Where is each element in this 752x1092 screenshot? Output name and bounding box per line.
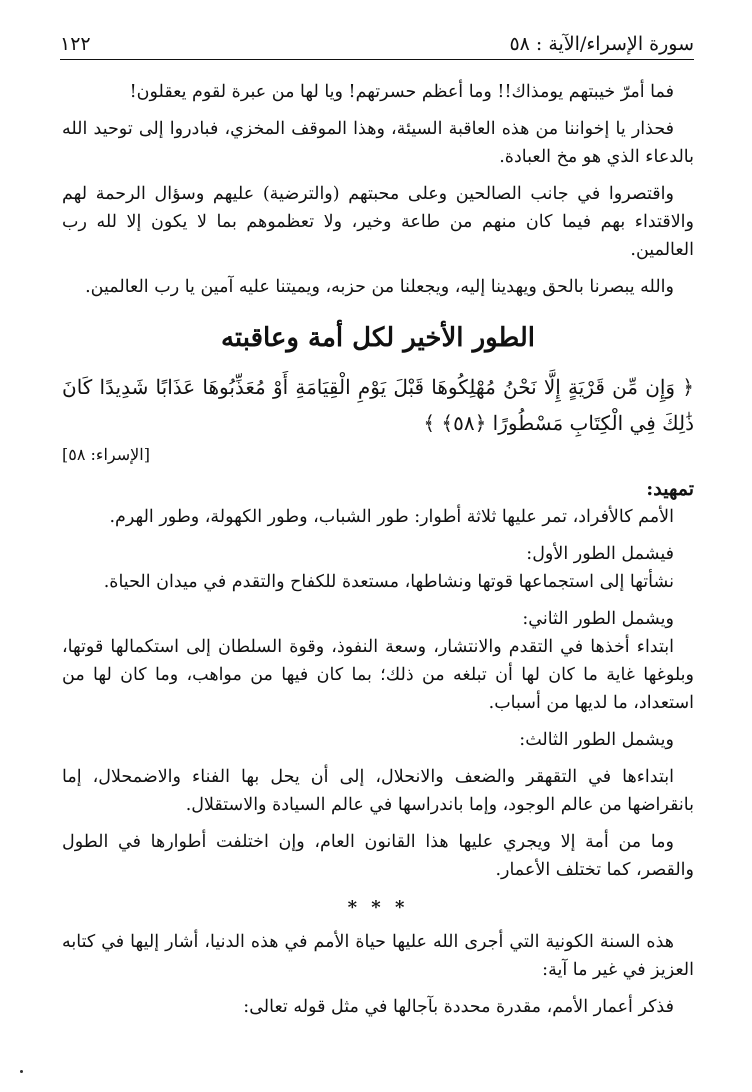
body-subheading: ويشمل الطور الثاني:: [522, 609, 674, 629]
body-paragraph: ابتداء أخذها في التقدم والانتشار، وسعة النفوذ، وقوة السلطان إلى استكمالها قوتها، وبلوغها غاية ما كان لها أن تبلغه من ذلك؛ بما كان فيها من مواهب، وما كان لها من استعداد، ما لديها من أسباب.: [62, 637, 694, 713]
running-header: [60, 30, 694, 60]
page-number: ١٢٢: [60, 33, 91, 55]
body-paragraph: ابتداءها في التقهقر والضعف والانحلال، إلى أن يحل بها الفناء والاضمحلال، إما بانقراضها من عالم الوجود، وإما باندراسها في عالم السيادة والاستقلال.: [62, 767, 694, 815]
body-paragraph: الأمم كالأفراد، تمر عليها ثلاثة أطوار: طور الشباب، وطور الكهولة، وطور الهرم.: [109, 507, 674, 527]
closing-paragraph: فذكر أعمار الأمم، مقدرة محددة بآجالها في مثل قوله تعالى:: [243, 997, 674, 1017]
margin-mark: [20, 1070, 23, 1073]
body-subheading: فيشمل الطور الأول:: [526, 544, 674, 564]
paragraph: فحذار يا إخواننا من هذه العاقبة السيئة، وهذا الموقف المخزي، فبادروا إلى توحيد الله بالدعاء الذي هو مخ العبادة.: [62, 119, 694, 167]
verse-reference: [الإسراء: ٥٨]: [62, 445, 150, 464]
body-subheading: ويشمل الطور الثالث:: [519, 730, 674, 750]
closing-paragraph: هذه السنة الكونية التي أجرى الله عليها حياة الأمم في هذه الدنيا، أشار إليها في كتابه العزيز في غير ما آية:: [62, 932, 694, 980]
header-surah-title: سورة الإسراء/الآية : ٥٨: [509, 33, 694, 55]
paragraph: والله يبصرنا بالحق ويهدينا إليه، ويجعلنا من حزبه، ويميتنا عليه آمين يا رب العالمين.: [85, 277, 674, 297]
paragraph: فما أمرّ خيبتهم يومذاك!! وما أعظم حسرتهم! ويا لها من عبرة لقوم يعقلون!: [129, 82, 674, 102]
page-content: [62, 78, 694, 1021]
paragraph: واقتصروا في جانب الصالحين وعلى محبتهم (والترضية) عليهم وسؤال الرحمة لهم والاقتداء بهم فيما كان منهم من طاعة وخير، ولا تعظموهم بما لا يكون إلا لله رب العالمين.: [62, 184, 694, 260]
body-paragraph: وما من أمة إلا ويجري عليها هذا القانون العام، وإن اختلفت أطوارها في الطول والقصر، كما تختلف الأعمار.: [62, 832, 694, 880]
section-separator: * * *: [347, 897, 409, 918]
intro-label: تمهيد:: [646, 478, 694, 500]
section-title: الطور الأخير لكل أمة وعاقبته: [220, 323, 536, 353]
body-paragraph: نشأتها إلى استجماعها قوتها ونشاطها، مستعدة للكفاح والتقدم في ميدان الحياة.: [103, 572, 674, 592]
quran-verse: ﴿ وَإِن مِّن قَرْيَةٍ إِلَّا نَحْنُ مُهْلِكُوهَا قَبْلَ يَوْمِ الْقِيَامَةِ أَوْ مُعَذِّبُوهَا عَذَابًا شَدِيدًا كَانَ ذَٰلِكَ فِي الْكِتَابِ مَسْطُورًا ﴿٥٨﴾ ﴾: [62, 375, 694, 435]
